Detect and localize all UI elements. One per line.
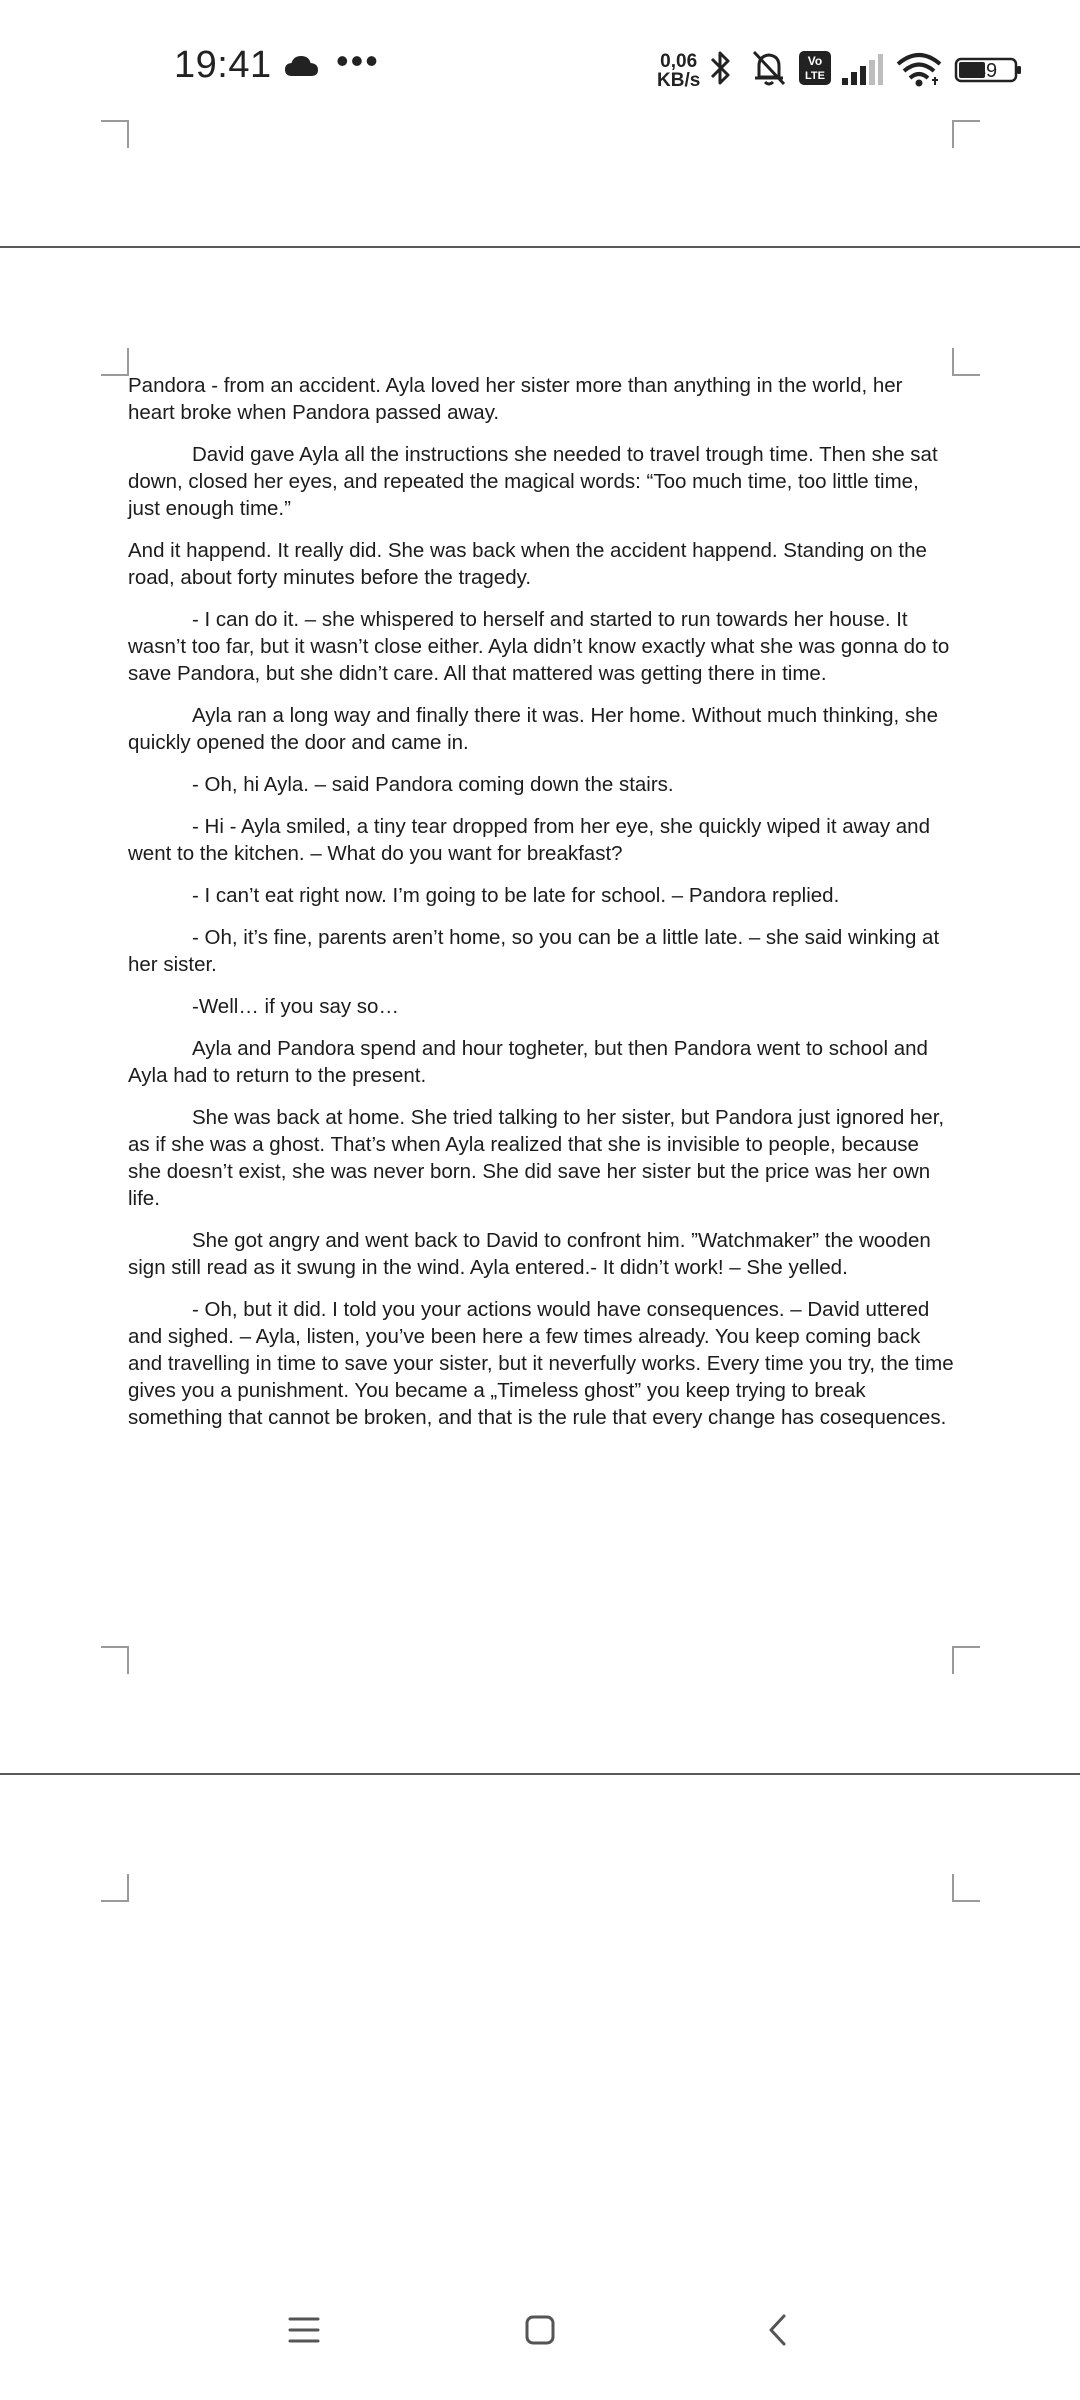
crop-mark-bottom-right xyxy=(952,1646,980,1674)
crop-mark-top-left xyxy=(101,1874,129,1902)
paragraph: She got angry and went back to David to confront him. ”Watchmaker” the wooden sign still read as it swung in the wind. Ayla entered.- It didn’t work! – She yelled. xyxy=(128,1229,931,1279)
recent-apps-button[interactable] xyxy=(264,2290,344,2370)
paragraph: Pandora - from an accident. Ayla loved her sister more than anything in the world, her heart broke when Pandora passed away. xyxy=(128,374,903,424)
crop-mark-bottom-left xyxy=(101,1646,129,1674)
home-button[interactable] xyxy=(500,2290,580,2370)
paragraph: Ayla and Pandora spend and hour togheter, but then Pandora went to school and Ayla had to return to the present. xyxy=(128,1037,928,1087)
paragraph: She was back at home. She tried talking to her sister, but Pandora just ignored her, as if she was a ghost. That’s when Ayla realized that she is invisible to people, because she doesn’t exist, she was never born. She did save her sister but the price was her own life. xyxy=(128,1106,945,1210)
paragraph: - I can do it. – she whispered to herself and started to run towards her house. It wasn’t too far, but it wasn’t close either. Ayla didn’t know exactly what she was gonna do to save Pandora, but she didn’t care. All that mattered was getting there in time. xyxy=(128,608,950,685)
document-page-content xyxy=(128,372,954,1446)
status-time: 19:41 xyxy=(174,44,272,86)
crop-mark-top-left xyxy=(101,120,129,148)
volte-icon xyxy=(798,50,832,86)
network-speed-unit: KB/s xyxy=(657,70,701,91)
paragraph: - Oh, hi Ayla. – said Pandora coming down the stairs. xyxy=(192,773,674,796)
bell-muted-icon xyxy=(750,48,788,88)
volte-label-top: Vo xyxy=(807,54,823,68)
paragraph: And it happend. It really did. She was back when the accident happend. Standing on the road, about forty minutes before the tragedy. xyxy=(128,539,927,589)
navigation-bar xyxy=(0,2290,1080,2370)
signal-strength-icon xyxy=(840,52,884,86)
network-speed-value: 0,06 xyxy=(660,51,698,72)
paragraph: - Hi - Ayla smiled, a tiny tear dropped from her eye, she quickly wiped it away and went to the kitchen. – What do you want for breakfast? xyxy=(128,815,930,865)
crop-mark-top-right xyxy=(952,348,980,376)
home-icon xyxy=(524,2314,556,2346)
paragraph: Ayla ran a long way and finally there it was. Her home. Without much thinking, she quickly opened the door and came in. xyxy=(128,704,938,754)
paragraph: - I can’t eat right now. I’m going to be late for school. – Pandora replied. xyxy=(192,884,840,907)
cloud-icon xyxy=(284,54,320,78)
bluetooth-icon xyxy=(708,48,734,88)
paragraph: - Oh, it’s fine, parents aren’t home, so you can be a little late. – she said winking at her sister. xyxy=(128,926,940,976)
paragraph: David gave Ayla all the instructions she needed to travel trough time. Then she sat down, closed her eyes, and repeated the magical words: “Too much time, too little time, just enough time.” xyxy=(128,443,938,520)
battery-icon xyxy=(954,56,1024,84)
paragraph: -Well… if you say so… xyxy=(192,995,399,1018)
crop-mark-top-left xyxy=(101,348,129,376)
more-notifications-indicator: ••• xyxy=(336,40,380,81)
back-icon xyxy=(766,2313,790,2347)
volte-label-bottom: LTE xyxy=(805,70,825,82)
page-separator xyxy=(0,246,1080,248)
network-speed xyxy=(657,52,700,90)
paragraph: - Oh, but it did. I told you your actions would have consequences. – David uttered and sighed. – Ayla, listen, you’ve been here a few times already. You keep coming back and travelling in time to save your sister, but it neverfully works. Every time you try, the time gives you a punishment. You became a „Timeless ghost” you keep trying to break something that cannot be broken, and that is the rule that every change has cosequences. xyxy=(128,1298,954,1429)
crop-mark-top-right xyxy=(952,1874,980,1902)
crop-mark-top-right xyxy=(952,120,980,148)
page-separator xyxy=(0,1773,1080,1775)
menu-icon xyxy=(288,2316,320,2344)
wifi-icon xyxy=(896,52,942,88)
battery-level: 49 xyxy=(974,60,998,82)
status-bar xyxy=(0,0,1080,140)
back-button[interactable] xyxy=(738,2290,818,2370)
